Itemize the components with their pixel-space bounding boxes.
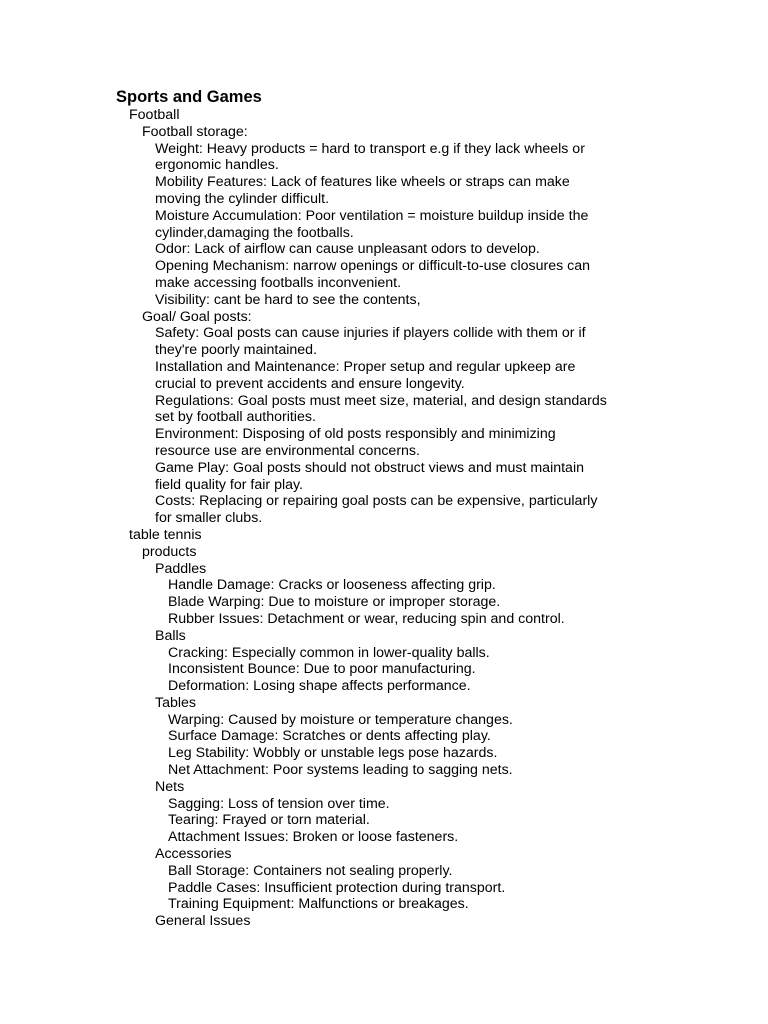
outline-item: Sagging: Loss of tension over time. [168,795,390,812]
outline-item: ergonomic handles. [155,157,279,174]
outline-item: Accessories [155,846,232,863]
outline-item: field quality for fair play. [155,476,303,493]
outline-item: they're poorly maintained. [155,342,318,359]
outline-item: Tables [155,694,197,711]
outline-item: Regulations: Goal posts must meet size, material, and design standards [155,392,607,409]
outline-item: Visibility: cant be hard to see the contents, [155,291,421,308]
outline-list [116,107,676,930]
outline-item: Blade Warping: Due to moisture or improper storage. [168,594,501,611]
outline-item: Football [129,107,180,123]
outline-item: Tearing: Frayed or torn material. [168,812,370,829]
outline-item: Football storage: [142,123,248,140]
outline-item: Net Attachment: Poor systems leading to sagging nets. [168,762,513,779]
outline-item: Handle Damage: Cracks or looseness affecting grip. [168,577,496,594]
outline-item: Leg Stability: Wobbly or unstable legs pose hazards. [168,745,498,762]
outline-item: Game Play: Goal posts should not obstruct views and must maintain [155,459,584,476]
outline-item: Paddle Cases: Insufficient protection during transport. [168,879,506,896]
outline-item: Balls [155,627,186,644]
outline-item: Opening Mechanism: narrow openings or difficult-to-use closures can [155,258,591,275]
outline-item: Costs: Replacing or repairing goal posts can be expensive, particularly [155,493,598,510]
outline-item: Rubber Issues: Detachment or wear, reducing spin and control. [168,610,565,627]
outline-item: crucial to prevent accidents and ensure longevity. [155,375,465,392]
outline-item: Goal/ Goal posts: [142,308,252,325]
outline-item: Nets [155,778,185,795]
outline-item: Paddles [155,560,207,577]
outline-item: Deformation: Losing shape affects performance. [168,678,471,695]
outline-item: Odor: Lack of airflow can cause unpleasant odors to develop. [155,241,540,258]
outline-item: Moisture Accumulation: Poor ventilation = moisture buildup inside the [155,207,589,224]
outline-item: Inconsistent Bounce: Due to poor manufacturing. [168,661,476,678]
outline-item: make accessing footballs inconvenient. [155,274,402,291]
outline-item: Installation and Maintenance: Proper setup and regular upkeep are [155,358,576,375]
outline-item: Environment: Disposing of old posts responsibly and minimizing [155,426,556,443]
outline-item: products [142,543,197,560]
outline-item: cylinder,damaging the footballs. [155,224,354,241]
outline-item: Training Equipment: Malfunctions or breakages. [168,896,469,913]
outline-item: Attachment Issues: Broken or loose fasteners. [168,829,459,846]
outline-item: Safety: Goal posts can cause injuries if players collide with them or if [155,325,586,342]
outline-item: Ball Storage: Containers not sealing properly. [168,862,453,879]
outline-item: Mobility Features: Lack of features like wheels or straps can make [155,174,570,191]
document-title: Sports and Games [116,88,262,106]
outline-item: Warping: Caused by moisture or temperature changes. [168,711,513,728]
outline-item: Cracking: Especially common in lower-quality balls. [168,644,490,661]
outline-item: General Issues [155,913,251,930]
outline-item: table tennis [129,526,202,543]
outline-item: Surface Damage: Scratches or dents affecting play. [168,728,491,745]
outline-item: Weight: Heavy products = hard to transport e.g if they lack wheels or [155,140,585,157]
outline-item: resource use are environmental concerns. [155,442,420,459]
outline-item: for smaller clubs. [155,510,263,527]
outline-item: moving the cylinder difficult. [155,190,330,207]
outline-item: set by football authorities. [155,409,316,426]
